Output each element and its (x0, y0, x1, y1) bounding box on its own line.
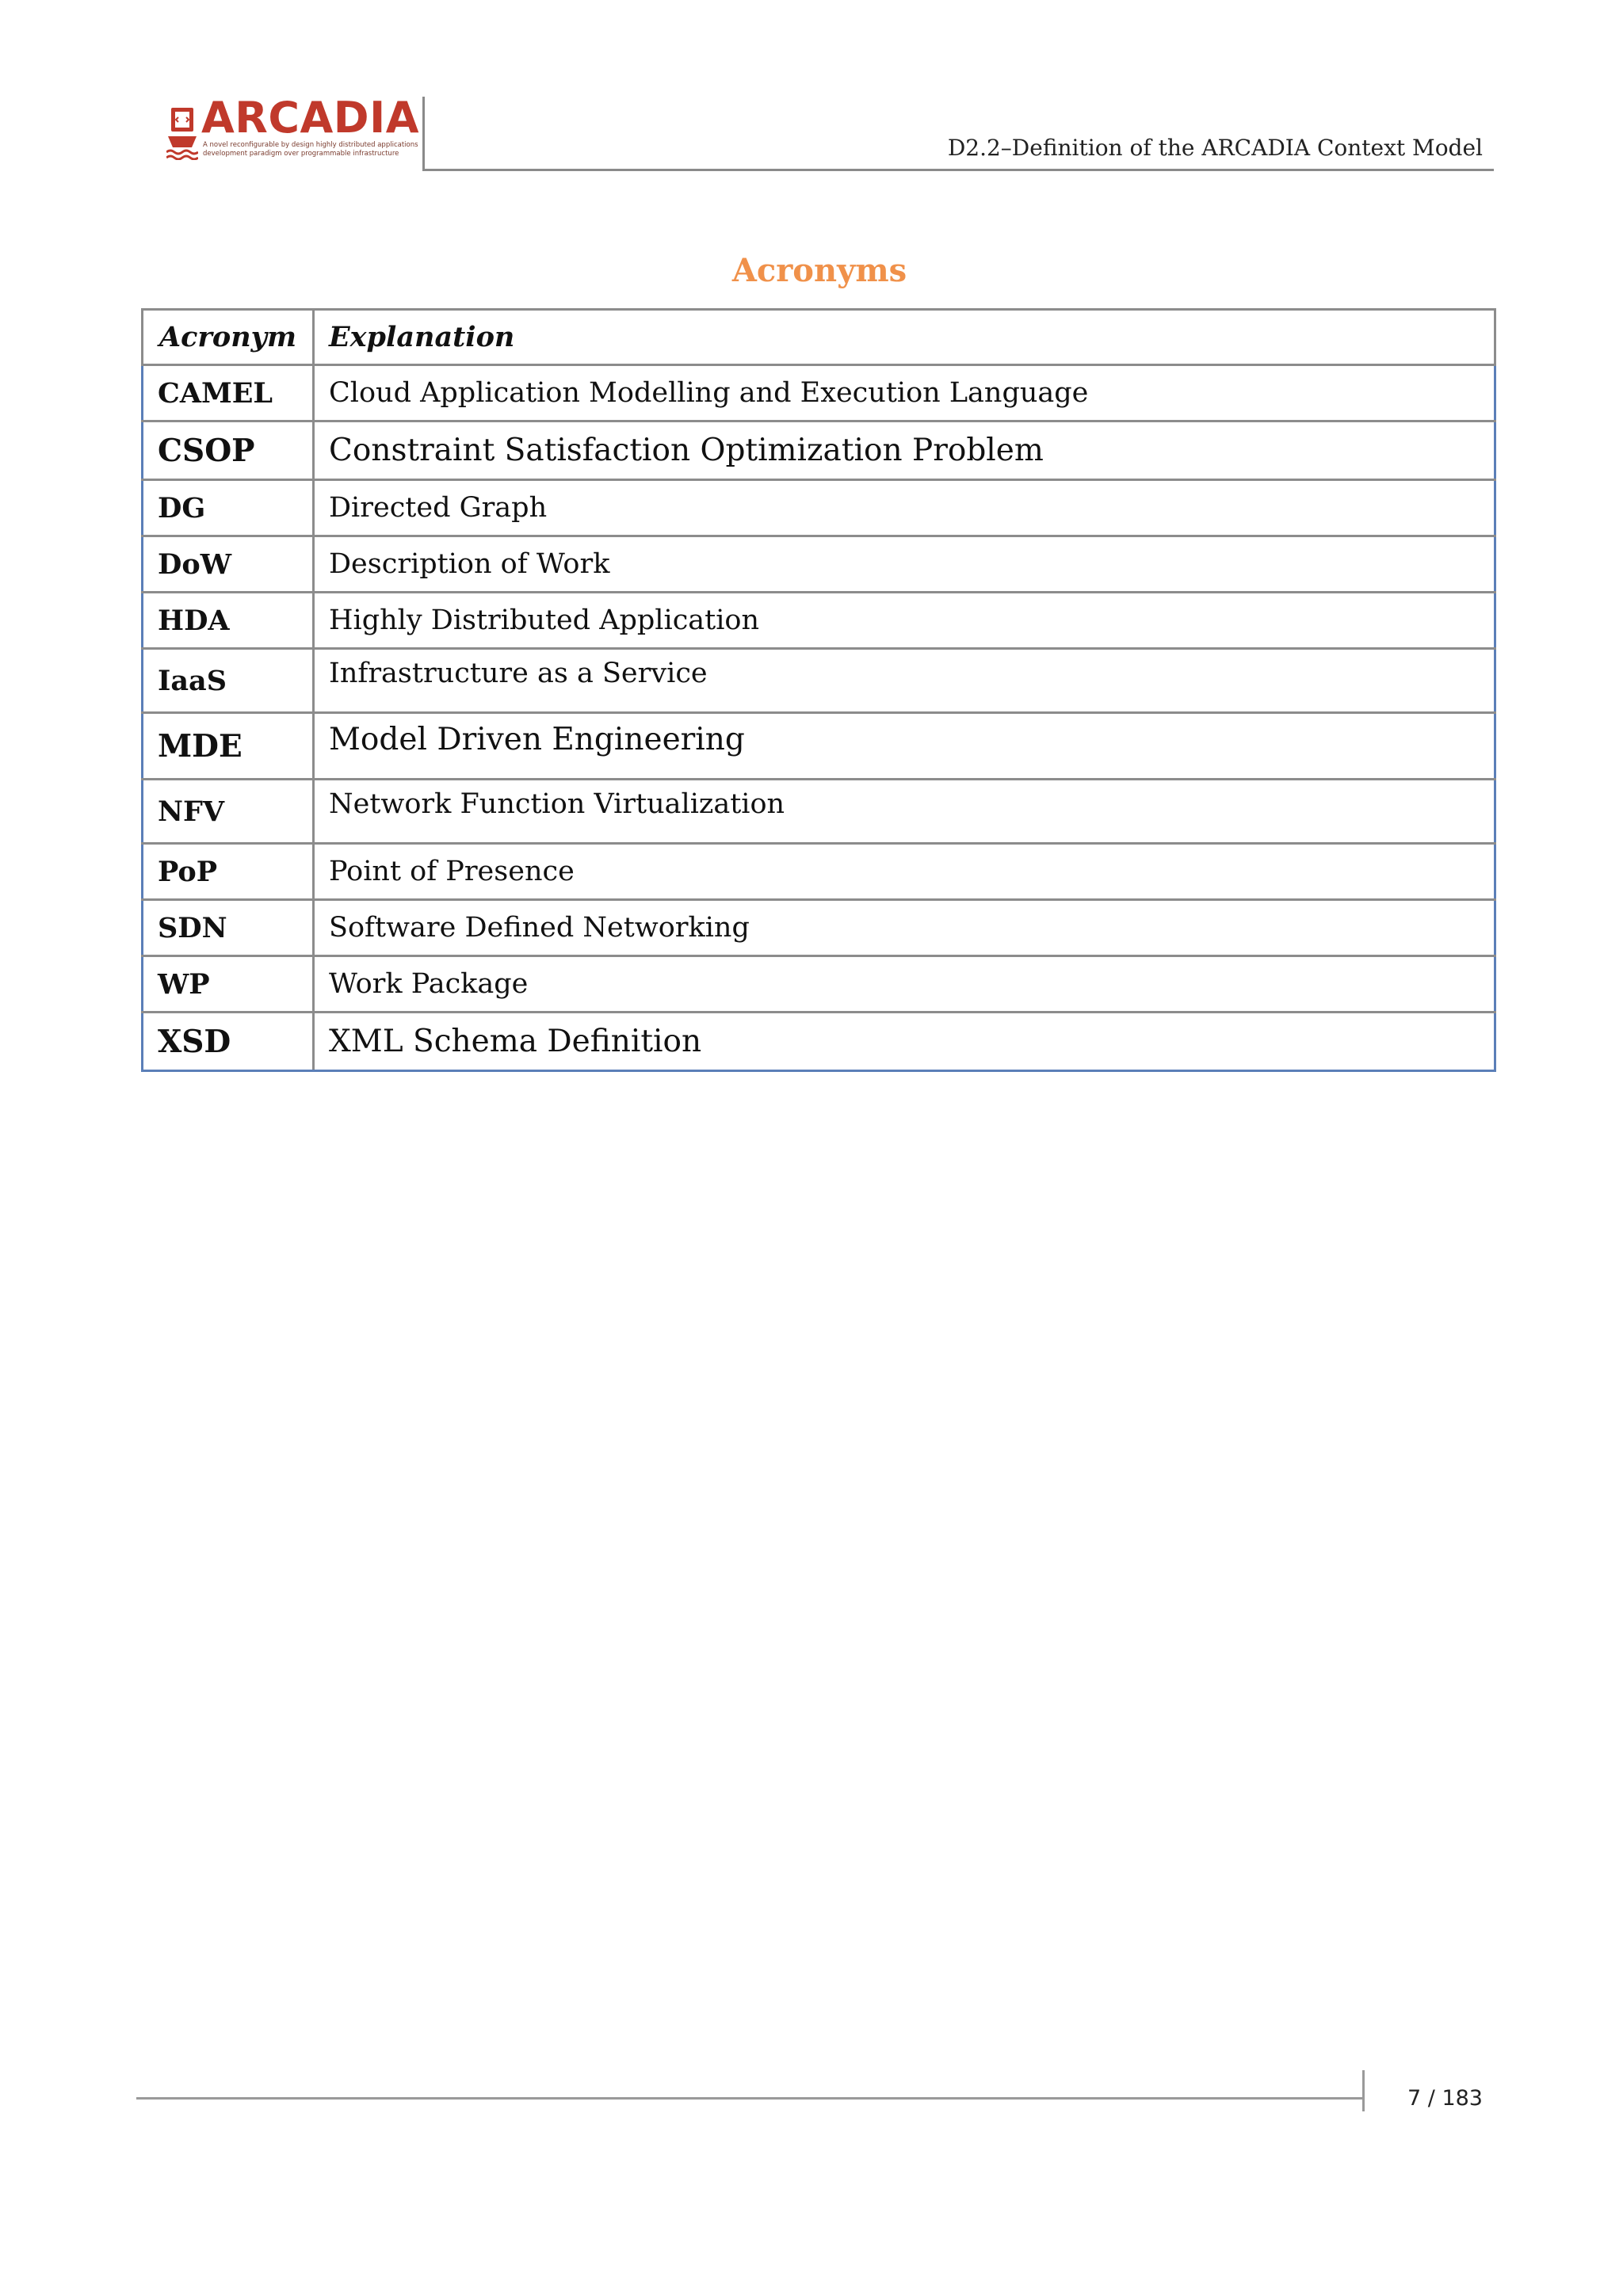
acronym-cell: CSOP (143, 421, 314, 480)
explanation-cell: Cloud Application Modelling and Execution Language (314, 365, 1495, 421)
table-row (143, 900, 1495, 956)
arcadia-logo (166, 93, 420, 163)
acronym-cell: NFV (143, 780, 314, 844)
ship-icon (166, 105, 198, 160)
column-header-acronym: Acronym (143, 310, 314, 365)
acronym-cell: DoW (143, 536, 314, 593)
explanation-cell: XML Schema Definition (314, 1013, 1495, 1071)
table-row (143, 1013, 1495, 1071)
acronym-cell: SDN (143, 900, 314, 956)
table-row (143, 536, 1495, 593)
explanation-cell: Highly Distributed Application (314, 593, 1495, 649)
explanation-cell: Infrastructure as a Service (314, 649, 1495, 713)
acronym-cell: XSD (143, 1013, 314, 1071)
explanation-cell: Network Function Virtualization (314, 780, 1495, 844)
column-header-explanation: Explanation (314, 310, 1495, 365)
explanation-cell: Description of Work (314, 536, 1495, 593)
table-row (143, 844, 1495, 900)
table-header-row (143, 310, 1495, 365)
explanation-cell: Directed Graph (314, 480, 1495, 536)
header-horizontal-rule (422, 169, 1494, 171)
table-row (143, 780, 1495, 844)
table-row (143, 649, 1495, 713)
explanation-cell: Software Defined Networking (314, 900, 1495, 956)
acronym-cell: WP (143, 956, 314, 1013)
acronym-cell: PoP (143, 844, 314, 900)
table-row (143, 421, 1495, 480)
table-row (143, 713, 1495, 780)
table-row (143, 593, 1495, 649)
footer-horizontal-rule (136, 2097, 1362, 2100)
acronyms-table (141, 308, 1496, 1072)
explanation-cell: Point of Presence (314, 844, 1495, 900)
logo-tagline-line2: development paradigm over programmable infrastructure (203, 150, 399, 158)
explanation-cell: Work Package (314, 956, 1495, 1013)
document-title: D2.2–Definition of the ARCADIA Context Model (947, 135, 1483, 161)
logo-tagline-line1: A novel reconfigurable by design highly distributed applications (203, 141, 418, 149)
header-vertical-divider (422, 97, 425, 171)
acronym-cell: IaaS (143, 649, 314, 713)
acronym-cell: CAMEL (143, 365, 314, 421)
section-heading: Acronyms (731, 252, 907, 289)
explanation-cell: Constraint Satisfaction Optimization Problem (314, 421, 1495, 480)
page-number: 7 / 183 (1407, 2086, 1483, 2111)
table-row (143, 956, 1495, 1013)
table-row (143, 480, 1495, 536)
footer-vertical-divider (1362, 2070, 1365, 2111)
logo-wordmark: ARCADIA (201, 93, 420, 143)
explanation-cell: Model Driven Engineering (314, 713, 1495, 780)
acronym-cell: MDE (143, 713, 314, 780)
acronym-cell: DG (143, 480, 314, 536)
acronym-cell: HDA (143, 593, 314, 649)
table-row (143, 365, 1495, 421)
